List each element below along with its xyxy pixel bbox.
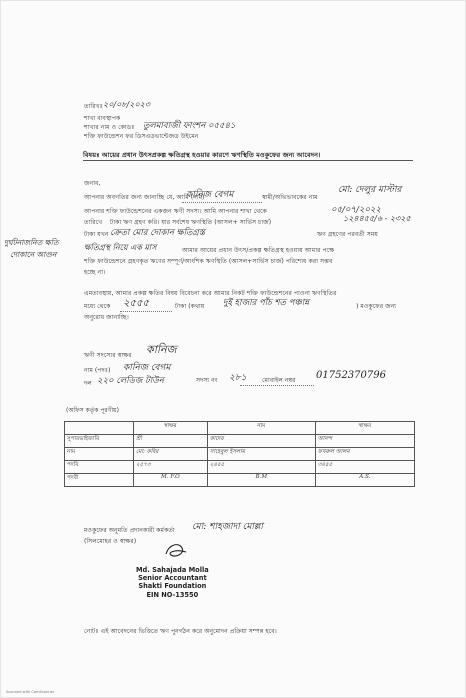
table-cell: মো: কবির — [134, 448, 208, 461]
mobile-fill-line — [240, 385, 314, 386]
table-header-cell — [65, 422, 134, 435]
row-label: পদবি — [65, 461, 134, 474]
para2-mid-b: টাকা (কথায় — [175, 303, 205, 310]
loan-date-hw: ০৫/০৭/২০২২ — [331, 205, 381, 215]
row-label: নাম — [65, 448, 134, 461]
damage-reason-hw: ক্রেতা মোর দোকান ক্ষতিগ্রস্ত — [110, 228, 205, 238]
table-header-row — [65, 422, 415, 435]
table-cell: B.M — [207, 474, 315, 487]
office-approval-table — [64, 421, 415, 487]
table-row — [65, 448, 415, 461]
table-row — [65, 435, 415, 448]
table-cell: ২৫৭৩ — [134, 461, 208, 474]
para1-line7: হচ্ছে না। — [84, 269, 106, 276]
husband-label: স্বামী/অভিভাবকের নাম — [262, 194, 318, 201]
applicant-name-hw: কানিজ বেগম — [186, 190, 234, 200]
para2-mid-a: মধ্যে থেকে — [84, 303, 111, 310]
table-row — [65, 461, 415, 474]
group-value-hw: ২২০ লেডিজ টাউন — [97, 376, 164, 386]
member-number-label: সদস্য নং — [196, 377, 218, 384]
fill-line — [182, 202, 262, 203]
damage-detail-hw: ক্ষতিগ্রস্থ নিয়ে এক মাস — [84, 243, 157, 252]
stamp-org: Shakti Foundation — [138, 582, 207, 591]
para1-line4a: টাকা যখন — [84, 231, 109, 238]
mobile-number-hw: 01752370796 — [316, 370, 386, 381]
table-header-cell: স্বাক্ষর — [134, 422, 208, 435]
footer-note: নোটঃ এই আবেদনের ভিত্তিতে ঋণ পুনর্গঠন করে অনুমোদন প্রক্রিয়া সম্পন্ন হবে। — [84, 628, 277, 635]
amount-in-words-hw: দুই হাজার পাঁচ শত পঞ্চান্ন — [223, 298, 310, 308]
table-cell: ৩৪৫৫ — [315, 461, 414, 474]
para1-line6: শক্তি ফাউন্ডেশনে গ্রহণকৃত ঋণের সম্পূর্ণ/আংশিক ঋণস্থিতি (আসল+সার্ভিস চার্জ) পরিশোধ করা সম্ভব — [84, 258, 333, 265]
table-header-cell: নাম — [207, 422, 315, 435]
member-number-hw: ২৮১ — [229, 373, 247, 383]
group-label: দল — [84, 380, 92, 387]
table-cell: আনন্দ — [315, 435, 414, 448]
waiver-amount-hw: ২৫৫৫ — [123, 298, 149, 309]
para1-line3a: তারিখে — [84, 219, 103, 226]
organization-line: শক্তি ফাউন্ডেশন ফর ডিসএডভান্টেজড উইমেন — [84, 133, 199, 140]
para1-line3b: টাকা ঋণ গ্রহণ করি। যার সর্বশেষ ঋণস্থিতি (আসল+ সার্ভিস চার্জ) — [110, 219, 272, 226]
member-signature-label: ঋণী সদস্যের স্বাক্ষর — [84, 352, 132, 359]
office-use-heading: (অফিস কর্তৃক পূরণীয়) — [66, 407, 119, 414]
table-cell: ফখরুল আলম — [315, 448, 414, 461]
loan-number-hw: ১২৪৪৫৫/৬ - ২৩২৫ — [343, 214, 411, 223]
date-value: ২০/০৮/২০২৩ — [103, 100, 150, 109]
name-label: নাম (পদঃ) — [84, 367, 111, 374]
table-cell: M. F.O — [134, 474, 208, 487]
date-label: তারিখঃ — [84, 103, 103, 110]
subject-line: বিষয়ঃ আয়ের প্রধান উৎসপ্রকল্প ক্ষতিগ্রস্থ হওয়ার কারণে ঋণস্থিতি মওকুফের জন্য আবেদন। — [83, 151, 321, 159]
approver-signature-hw: মো: শাহজাদা মোল্লা — [192, 522, 263, 532]
row-label: পদবী — [65, 474, 134, 487]
para1-line5b: আমার আয়ের প্রধান উৎস/প্রকল্প ক্ষতিগ্রস্থ হওয়ায় আমার পক্ষে — [182, 247, 335, 254]
stamp-ein: EIN NO-13550 — [146, 590, 199, 599]
stamp-title: Senior Accountant — [138, 574, 207, 583]
table-cell: সাহেবুল ইসলাম — [207, 448, 315, 461]
officer-stamp — [136, 566, 209, 599]
scan-watermark: Scanned with CamScanner — [6, 690, 55, 694]
margin-note-1: দুর্ঘটনাজনিত ক্ষতি — [4, 238, 59, 247]
margin-note-2: দোকানে আগুন — [10, 250, 57, 259]
table-cell: ২৪৫৫ — [207, 461, 315, 474]
row-label: সুপারভাইজারি — [65, 435, 134, 448]
branch-label: শাখার নাম ও কোডঃ — [84, 124, 135, 131]
table-cell: A.S. — [315, 474, 414, 487]
seal-signature-label: (সিলমোহর ও স্বাক্ষর) — [84, 538, 137, 545]
stamp-name: Md. Sahajada Molla — [136, 566, 209, 574]
para1-line4b: ঋণ গ্রহণের পরবর্তী সময় — [317, 231, 378, 238]
table-row — [65, 474, 415, 487]
salutation: জনাব, — [84, 180, 101, 187]
para1-line2: আপনার শক্তি ফাউন্ডেশনের একজন ঋণী সদস্য। আমি আপনার শাখা থেকে — [84, 208, 267, 215]
member-signature: কানিজ — [146, 343, 177, 356]
recipient-label: শাখা ব্যবস্থাপক — [84, 115, 121, 122]
para2-line3: অনুরোধ জানাচ্ছি। — [84, 314, 129, 321]
table-cell: শ্রী — [134, 435, 208, 448]
subject-rule — [83, 160, 413, 161]
para2-line1: এমতাবস্থায়, আমার প্রকল্প ক্ষতির বিষয় বিবেচনা করে আমার নিকট শক্তি ফাউন্ডেশনের পাওনা ঋণস্থিতির — [84, 290, 337, 297]
table-cell: কাদের — [207, 435, 315, 448]
approval-label: মওকুফের অনুমতি প্রদানকারী কর্মকর্তা — [84, 527, 175, 534]
para2-mid-c: ) মওকুফের জন্য — [356, 303, 397, 310]
name-value-hw: কানিজ বেগম — [123, 363, 171, 373]
amount-fill-line — [120, 311, 172, 312]
para1-prefix: আপনার অবগতির জন্য জানাচ্ছি যে, আমি (নাম) — [84, 194, 205, 201]
mobile-label: মোবাইল নম্বর — [262, 377, 296, 384]
approver-initials-signature — [163, 540, 189, 562]
husband-name-hw: মো: দেলুর মাস্টার — [338, 185, 402, 195]
branch-value: তুলমাবাজী ফাংশন ০৫৫৪১ — [143, 121, 236, 131]
table-header-cell: স্বাক্ষর — [315, 422, 414, 435]
